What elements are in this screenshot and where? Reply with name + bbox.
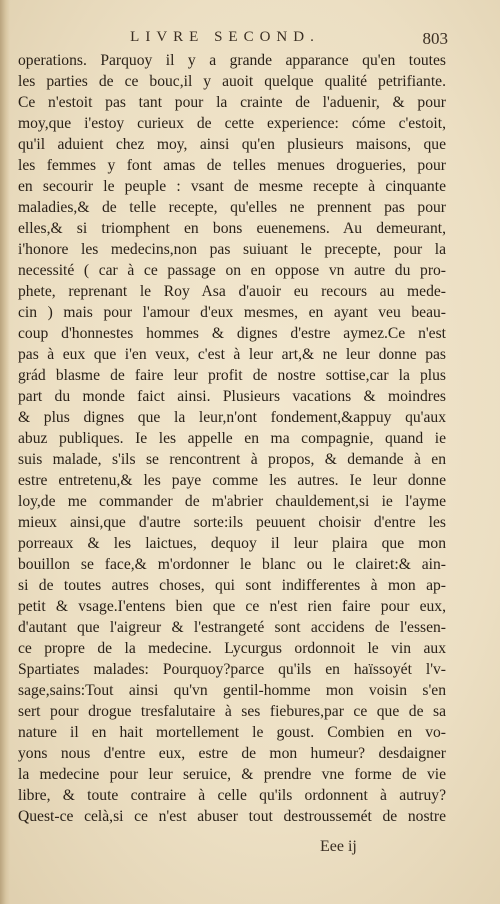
text-line: Quest-ce celà,si ce n'est abuser tout destroussemét de nostre: [18, 808, 446, 825]
text-line: mieux ainsi,que d'autre sorte:ils peuuent choisir d'entre les: [18, 514, 446, 531]
text-line: cin ) mais pour l'amour d'eux mesmes, en ayant veu beau-: [18, 304, 446, 321]
running-title: LIVRE SECOND.: [130, 29, 320, 45]
text-line: Spartiates malades: Pourquoy?parce qu'ils en haïssoyét l'v-: [18, 661, 446, 678]
body-text: [18, 50, 446, 827]
text-line: part du monde faict ainsi. Plusieurs vacations & moindres: [18, 388, 446, 405]
text-line: operations. Parquoy il y a grande apparance qu'en toutes: [18, 52, 446, 69]
text-line: la medecine pour leur seruice, & prendre vne forme de vie: [18, 766, 446, 783]
text-line: pas à eux que i'en veux, c'est à leur art,& ne leur donne pas: [18, 346, 446, 363]
page-gutter-shadow: [0, 0, 10, 904]
text-line: en secourir le peuple : vsant de mesme recepte à cinquante: [18, 178, 446, 195]
text-line: petit & vsage.I'entens bien que ce n'est rien faire pour eux,: [18, 598, 446, 615]
text-line: necessité ( car à ce passage on en oppose vn autre du pro-: [18, 262, 446, 279]
signature-mark: Eee ij: [320, 838, 357, 855]
text-line: ce propre de la medecine. Lycurgus ordonnoit le vin aux: [18, 640, 446, 657]
text-line: elles,& si triomphent en bons euenemens. Au demeurant,: [18, 220, 446, 237]
text-line: les femmes y font amas de telles menues drogueries, pour: [18, 157, 446, 174]
text-line: abuz publiques. Ie les appelle en ma compagnie, quand ie: [18, 430, 446, 447]
text-line: phete, reprenant le Roy Asa d'auoir eu recours au mede-: [18, 283, 446, 300]
text-line: coup d'honnestes hommes & dignes d'estre aymez.Ce n'est: [18, 325, 446, 342]
text-line: Ce n'estoit pas tant pour la crainte de l'aduenir, & pour: [18, 94, 446, 111]
text-line: moy,que i'estoy curieux de cette experience: cóme c'estoit,: [18, 115, 446, 132]
text-line: sage,sains:Tout ainsi qu'vn gentil-homme mon voisin s'en: [18, 682, 446, 699]
text-line: yons nous d'entre eux, estre de mon humeur? desdaigner: [18, 745, 446, 762]
text-line: & plus dignes que la leur,n'ont fondement,&appuy qu'aux: [18, 409, 446, 426]
text-line: bouillon se face,& m'ordonner le blanc ou le clairet:& ain-: [18, 556, 446, 573]
text-line: libre, & toute contraire à celle qu'ils ordonnent à autruy?: [18, 787, 446, 804]
text-line: porreaux & les laictues, dequoy il leur plaira que mon: [18, 535, 446, 552]
text-line: les parties de ce bouc,il y auoit quelque qualité petrifiante.: [18, 73, 446, 90]
text-line: estre entretenu,& les paye comme les autres. Ie leur donne: [18, 472, 446, 489]
text-line: maladies,& de telle recepte, qu'elles ne prennent pas pour: [18, 199, 446, 216]
text-line: sert pour drogue tresfalutaire à ses fiebures,par ce que de sa: [18, 703, 446, 720]
text-line: si de toutes autres choses, qui sont indifferentes à mon ap-: [18, 577, 446, 594]
text-line: i'honore les medecins,non pas suiuant le precepte, pour la: [18, 241, 446, 258]
text-line: loy,de me commander de m'abrier chauldement,si ie l'ayme: [18, 493, 446, 510]
text-line: d'autant que l'aigreur & l'estrangeté sont accidens de l'essen-: [18, 619, 446, 636]
text-line: grád blasme de faire leur profit de nostre sottise,car la plus: [18, 367, 446, 384]
text-line: nature il en hait mortellement le goust. Combien en vo-: [18, 724, 446, 741]
page-number: 803: [422, 29, 448, 48]
text-line: qu'il aduient chez moy, ainsi qu'en plusieurs maisons, que: [18, 136, 446, 153]
text-line: suis malade, s'ils se rencontrent à propos, & demande à en: [18, 451, 446, 468]
